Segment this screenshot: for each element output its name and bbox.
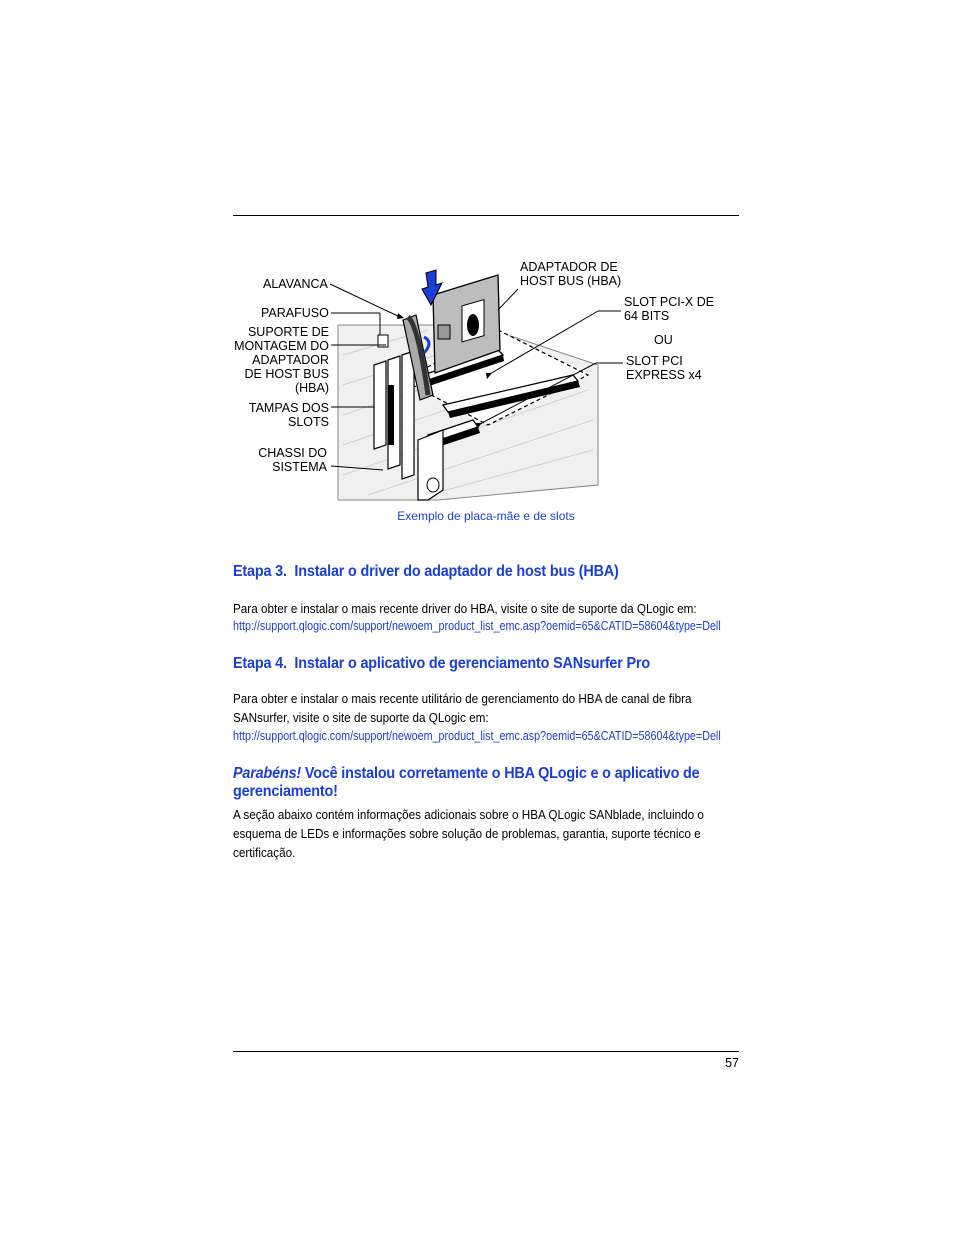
page-number: 57 [725,1056,739,1070]
step3-heading: Etapa 3. Instalar o driver do adaptador de host bus (HBA) [233,563,619,580]
congrats-text: A seção abaixo contém informações adicionais sobre o HBA QLogic SANblade, incluindo o esquema de LEDs e informações sobre solução de problemas, garantia, suporte técnico e certificação. [233,807,704,860]
congrats-emphasis: Parabéns! [233,765,302,782]
label-bracket: SUPORTE DE MONTAGEM DO ADAPTADOR DE HOST BUS (HBA) [234,325,329,395]
label-screw: PARAFUSO [261,306,329,320]
congrats-heading [233,765,724,801]
label-or: OU [654,333,673,347]
label-slot-covers: TAMPAS DOS SLOTS [248,401,329,429]
step3-text: Para obter e instalar o mais recente driver do HBA, visite o site de suporte da QLogic em: [233,601,697,616]
label-hba: ADAPTADOR DE HOST BUS (HBA) [520,260,622,288]
step4-support-link[interactable]: http://support.qlogic.com/support/newoem_product_list_emc.asp?oemid=65&CATID=58604&type=Dell [233,729,721,743]
step3-support-link[interactable]: http://support.qlogic.com/support/newoem_product_list_emc.asp?oemid=65&CATID=58604&type=Dell [233,619,721,633]
step4-heading: Etapa 4. Instalar o aplicativo de gerenciamento SANsurfer Pro [233,655,650,672]
label-lever: ALAVANCA [263,277,328,291]
label-chassis: CHASSI DO SISTEMA [258,446,327,474]
congrats-heading-text: Você instalou corretamente o HBA QLogic e o aplicativo de gerenciamento! [233,765,700,800]
motherboard-figure [228,255,728,505]
label-slot-pcix: SLOT PCI-X DE 64 BITS [624,295,715,323]
step4-text: Para obter e instalar o mais recente utilitário de gerenciamento do HBA de canal de fibra SANsurfer, visite o site de suporte da QLogic em: [233,691,692,725]
figure-caption: Exemplo de placa-mãe e de slots [397,509,575,523]
bottom-rule [233,1051,739,1052]
top-rule [233,215,739,216]
label-slot-pcie: SLOT PCI EXPRESS x4 [626,354,702,382]
